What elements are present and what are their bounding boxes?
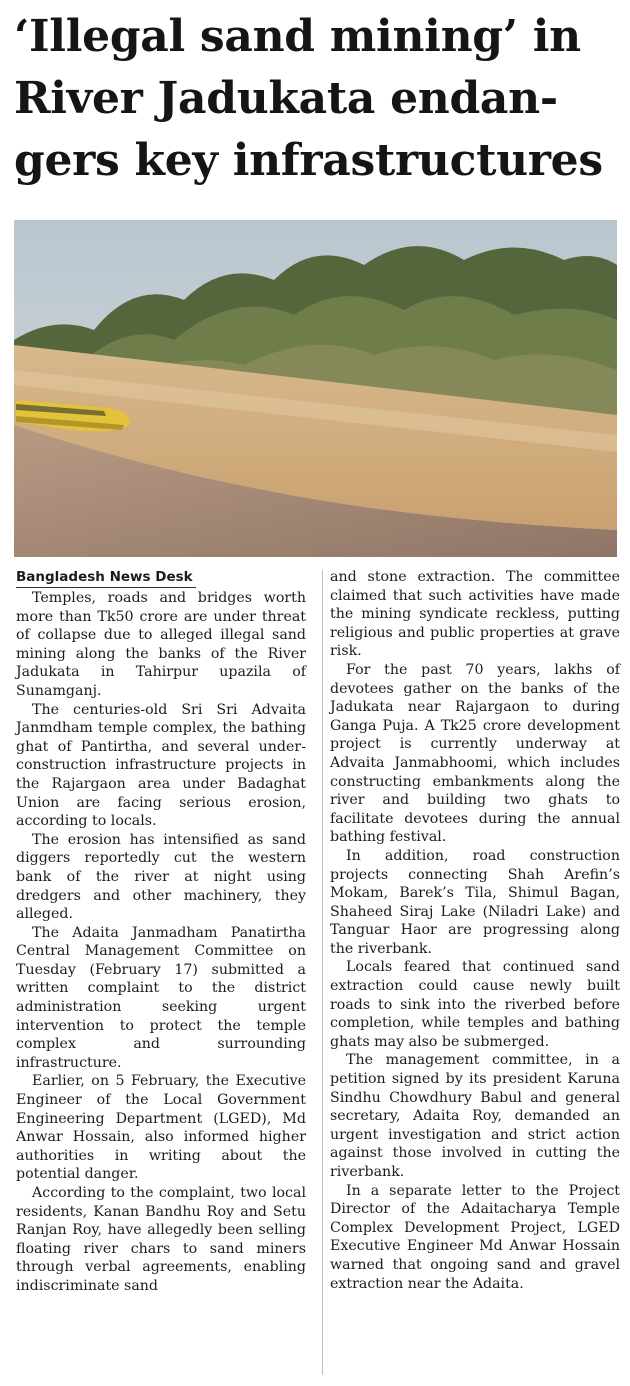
article-column-left: [16, 568, 306, 1296]
paragraph-1: Temples, roads and bridges worth more than Tk50 crore are under threat of collapse due to alleged illegal sand mining along the banks of the River Jadukata in Tahirpur upazila of Sunamganj.: [16, 590, 306, 699]
article-column-right: [330, 568, 620, 1293]
headline-line-1: ‘Illegal sand mining’ in: [14, 11, 581, 62]
paragraph-11: In a separate letter to the Project Director of the Adaitacharya Temple Complex Development Project, LGED Executive Engineer Md Anwar Hossain warned that ongoing sand and gravel extraction near the Adaita.: [330, 1182, 620, 1292]
headline: [14, 6, 620, 192]
paragraph-6: According to the complaint, two local residents, Kanan Bandhu Roy and Setu Ranjan Roy, have allegedly been selling floating river chars to sand miners through verbal agreements, enabling indiscriminate sand: [16, 1185, 306, 1294]
river-bank-photo: [14, 220, 617, 557]
paragraph-6-continued: and stone extraction. The committee claimed that such activities have made the mining syndicate reckless, putting religious and public properties at grave risk.: [330, 569, 620, 660]
column-divider: [322, 570, 323, 1375]
paragraph-5: Earlier, on 5 February, the Executive Engineer of the Local Government Engineering Department (LGED), Md Anwar Hossain, also informed higher authorities in writing about the potential danger.: [16, 1073, 306, 1183]
paragraph-3: The erosion has intensified as sand diggers reportedly cut the western bank of the river at night using dredgers and other machinery, they alleged.: [16, 831, 306, 923]
byline: Bangladesh News Desk: [16, 568, 196, 588]
paragraph-10: The management committee, in a petition signed by its president Karuna Sindhu Chowdhury Babul and general secretary, Adaita Roy, demanded an urgent investigation and strict action against those involved in cutting the riverbank.: [330, 1052, 620, 1180]
paragraph-7: For the past 70 years, lakhs of devotees gather on the banks of the Jadukata near Rajargaon to during Ganga Puja. A Tk25 crore development project is currently underway at Advaita Janmabhoomi, which includes constructing embankments along the river and building two ghats to facilitate devotees during the annual bathing festival.: [330, 661, 620, 846]
paragraph-2: The centuries-old Sri Sri Advaita Janmdham temple complex, the bathing ghat of Pantirtha, and several under-construction infrastructure projects in the Rajargaon area under Badaghat Union are facing serious erosion, according to locals.: [16, 701, 306, 830]
paragraph-8: In addition, road construction projects connecting Shah Arefin’s Mokam, Barek’s Tila, Shimul Bagan, Shaheed Siraj Lake (Niladri Lake) and Tanguar Haor are progressing along the riverbank.: [330, 847, 620, 957]
headline-line-2: River Jadukata endan-: [14, 73, 558, 124]
paragraph-9: Locals feared that continued sand extraction could cause newly built roads to sink into the riverbed before completion, while temples and bathing ghats may also be submerged.: [330, 959, 620, 1050]
headline-line-3: gers key infrastructures: [14, 135, 603, 186]
paragraph-4: The Adaita Janmadham Panatirtha Central Management Committee on Tuesday (February 17) submitted a written complaint to the district administration seeking urgent intervention to protect the temple complex and surrounding infrastructure.: [16, 924, 306, 1071]
